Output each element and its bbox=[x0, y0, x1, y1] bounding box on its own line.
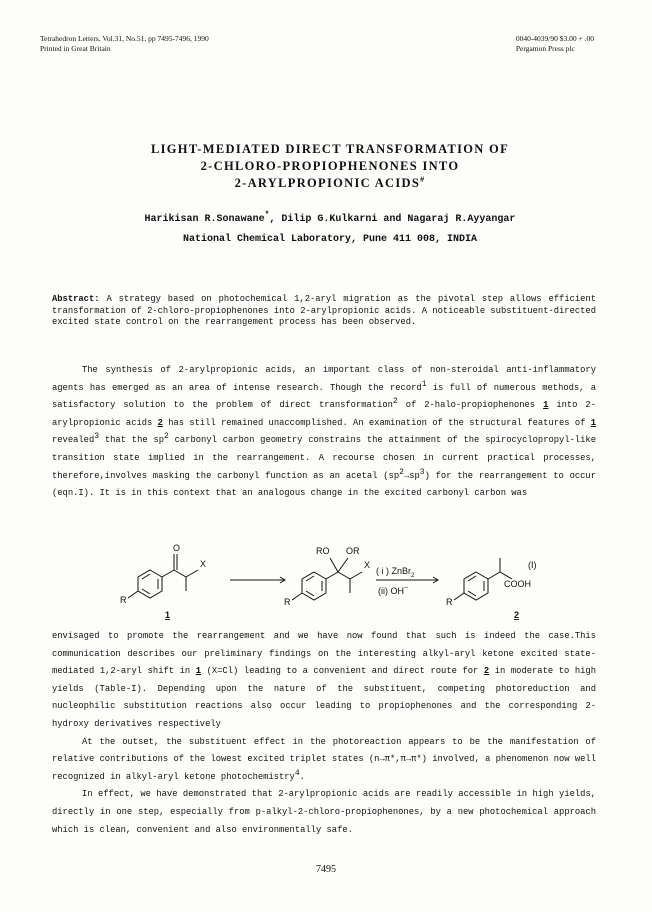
title-line-3 bbox=[60, 175, 600, 192]
abstract-text: A strategy based on photochemical 1,2-aryl migration as the pivotal step allows efficient transformation of 2-chloro-propiophenones into 2-arylpropionic acids. A noticeable substituent-directed excited state control on the rearrangement process has been observed. bbox=[52, 294, 596, 327]
p1-text: into 2-arylpropionic acids bbox=[52, 400, 596, 428]
body-paragraph-2 bbox=[52, 628, 596, 839]
compound-1: 1 bbox=[195, 666, 202, 677]
p1-text: →sp bbox=[403, 470, 420, 481]
reaction-scheme bbox=[120, 540, 600, 630]
title-line-2: 2-CHLORO-PROPIOPHENONES INTO bbox=[200, 159, 460, 173]
title-line-1: LIGHT-MEDIATED DIRECT TRANSFORMATION OF bbox=[150, 142, 510, 156]
carboxylic-acid: COOH bbox=[504, 579, 531, 589]
superscript: 2 bbox=[399, 467, 404, 477]
corresponding-mark: * bbox=[264, 210, 270, 220]
body-paragraph-1 bbox=[52, 362, 596, 503]
affiliation: National Chemical Laboratory, Pune 411 008, INDIA bbox=[182, 234, 478, 245]
price-info bbox=[516, 34, 594, 54]
arrow-1 bbox=[230, 577, 285, 583]
ref-4: 4 bbox=[294, 768, 300, 778]
p1-text: has still remained unaccomplished. An examination of the structural features of bbox=[162, 417, 591, 428]
ref-2: 2 bbox=[392, 397, 398, 407]
p1-text: that the sp bbox=[99, 435, 165, 446]
p1-text: ) for the rearrangement to occur (eqn.I). It is in this context that an analogous change in the excited carbonyl carbon was bbox=[52, 470, 596, 499]
compound-1: 1 bbox=[543, 400, 549, 411]
reagent-step-2: (ii) OH− bbox=[378, 585, 409, 596]
paper-title bbox=[60, 141, 600, 192]
scheme-drawing bbox=[120, 540, 600, 630]
arrow-2 bbox=[376, 577, 438, 583]
compound-1: 1 bbox=[590, 417, 596, 428]
compound-1-r: R bbox=[120, 595, 127, 605]
acetal-ro: RO bbox=[316, 546, 330, 556]
other-authors: , Dilip G.Kulkarni and Nagaraj R.Ayyangar bbox=[269, 214, 516, 225]
ref-1: 1 bbox=[421, 379, 427, 389]
p1-text: The synthesis of 2-arylpropionic acids, an important class of non-steroidal anti-inflammatory agents has emerged as an area of intense research. Though the record bbox=[52, 365, 596, 393]
compound-1-x: X bbox=[200, 559, 207, 569]
author-list bbox=[60, 210, 600, 227]
title-line-3-text: 2-ARYLPROPIONIC ACIDS bbox=[234, 176, 421, 190]
reagent-step-1: ( i ) ZnBr$_2$ bbox=[376, 566, 415, 579]
abstract bbox=[52, 294, 596, 329]
issn-line: 0040-4039/90 $3.00 + .00 bbox=[515, 34, 594, 43]
p3-text: . bbox=[299, 771, 305, 782]
p3-text: At the outset, the substituent effect in the photoreaction appears to be the manifestation of relative contributions of the lowest excited triplet states (n→π*,π→π*) involved, a phenomenon now well recognized in alkyl-aryl ketone photochemistry bbox=[52, 736, 596, 782]
printed-line: Printed in Great Britain bbox=[40, 44, 111, 53]
p1-text: is full of numerous methods, a satisfactory solution to the problem of direct transformation bbox=[52, 382, 596, 411]
p2-text: envisaged to promote the rearrangement and we have now found that such is indeed the case.This communication describes our preliminary findings on the interesting alkyl-aryl ketone excited state-mediated 1,2-aryl shift in bbox=[52, 631, 596, 677]
ref-3: 3 bbox=[94, 432, 100, 442]
publisher-line: Pergamon Press plc bbox=[515, 44, 575, 53]
compound-1-number: 1 bbox=[165, 610, 171, 620]
p2-text: (X=Cl) leading to a convenient and direct route for bbox=[201, 666, 484, 677]
acetal-r: R bbox=[284, 597, 291, 607]
compound-2: 2 bbox=[483, 666, 490, 677]
acetal-structure bbox=[292, 558, 362, 600]
citation-line: Tetrahedron Letters, Vol.31, No.51, pp 7495-7496, 1990 bbox=[40, 34, 209, 43]
superscript: 3 bbox=[419, 467, 425, 477]
compound-1-structure bbox=[128, 554, 198, 598]
body-paragraph-4: In effect, we have demonstrated that 2-arylpropionic acids are readily accessible in high yields, directly in one step, especially from p-alkyl-2-chloro-propiophenones, by a new photochemical approach which is clean, convenient and also environmentally safe. bbox=[52, 789, 596, 835]
superscript: 2 bbox=[164, 432, 169, 442]
p2-text: in moderate to high yields (Table-I). Depending upon the nature of the substituent, competing photoreduction and nucleophilic substitution reactions also occur leading to propiophenones and the corresponding 2-hydroxy derivatives respectively bbox=[52, 666, 596, 729]
compound-2: 2 bbox=[157, 417, 163, 428]
title-mark: # bbox=[420, 174, 426, 184]
acetal-or: OR bbox=[346, 546, 360, 556]
compound-2-r: R bbox=[446, 597, 453, 607]
compound-2-number: 2 bbox=[514, 610, 520, 620]
page-number: 7495 bbox=[316, 864, 336, 875]
oxygen-label: O bbox=[173, 543, 181, 553]
p1-text: revealed bbox=[52, 435, 95, 446]
abstract-label: Abstract: bbox=[52, 294, 100, 304]
equation-label: (I) bbox=[528, 560, 537, 570]
acetal-x: X bbox=[364, 560, 371, 570]
author-1: Harikisan R.Sonawane bbox=[144, 214, 265, 225]
p1-text: carbonyl carbon geometry constrains the attainment of the spirocyclopropyl-like transition state implied in the rearrangement. A recourse chosen in current practical processes, therefore,involves masking the carbonyl function as an acetal (sp bbox=[52, 435, 596, 481]
p1-text: of 2-halo-propiophenones bbox=[397, 400, 544, 411]
journal-citation bbox=[40, 34, 209, 54]
